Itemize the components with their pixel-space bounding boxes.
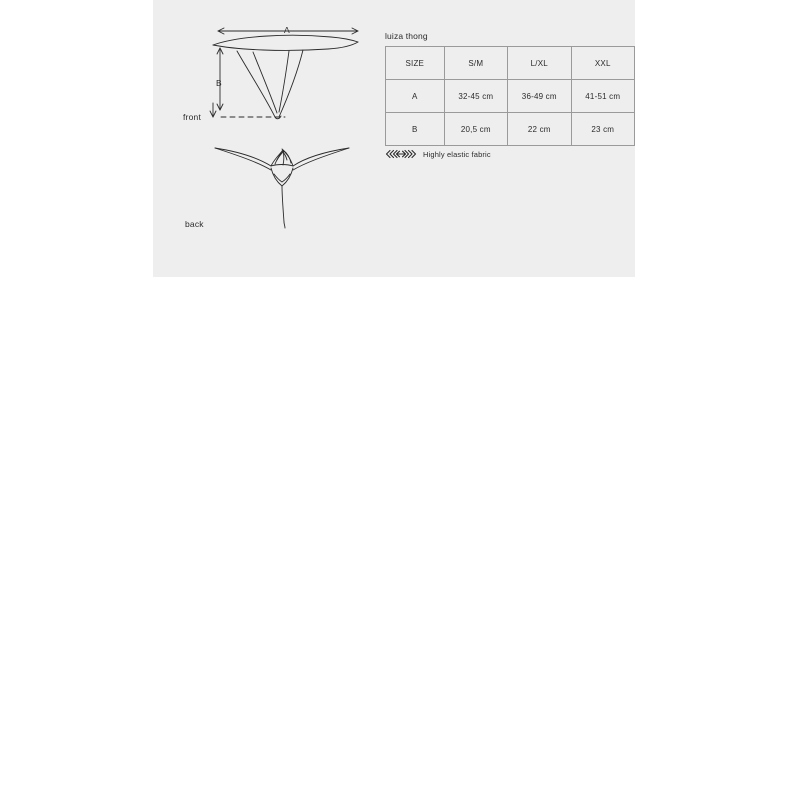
table-row — [386, 113, 635, 146]
row-b-lxl: 22 cm — [508, 113, 571, 146]
elastic-fabric-note — [385, 149, 491, 159]
label-measure-a: A — [284, 25, 290, 35]
table-header-cell-size: SIZE — [386, 47, 445, 80]
thong-front-illustration — [213, 35, 358, 118]
table-header-cell-xxl: XXL — [571, 47, 634, 80]
row-a-lxl: 36-49 cm — [508, 80, 571, 113]
thong-back-illustration — [215, 148, 349, 228]
size-table — [385, 46, 635, 146]
garment-diagram-svg — [153, 0, 378, 277]
table-header-cell-sm: S/M — [444, 47, 507, 80]
product-title: luiza thong — [385, 31, 428, 41]
size-chart-panel — [153, 0, 635, 277]
garment-diagram — [153, 0, 378, 277]
label-back-view: back — [185, 219, 204, 229]
row-b-xxl: 23 cm — [571, 113, 634, 146]
label-front-view: front — [183, 112, 202, 122]
row-a-label: A — [386, 80, 445, 113]
table-row — [386, 80, 635, 113]
row-b-label: B — [386, 113, 445, 146]
table-header-row — [386, 47, 635, 80]
label-measure-b: B — [216, 78, 222, 88]
row-b-sm: 20,5 cm — [444, 113, 507, 146]
row-a-xxl: 41-51 cm — [571, 80, 634, 113]
row-a-sm: 32-45 cm — [444, 80, 507, 113]
elastic-arrows-icon — [385, 149, 417, 159]
size-info-area — [385, 0, 635, 277]
table-header-cell-lxl: L/XL — [508, 47, 571, 80]
elastic-fabric-text: Highly elastic fabric — [423, 149, 491, 159]
